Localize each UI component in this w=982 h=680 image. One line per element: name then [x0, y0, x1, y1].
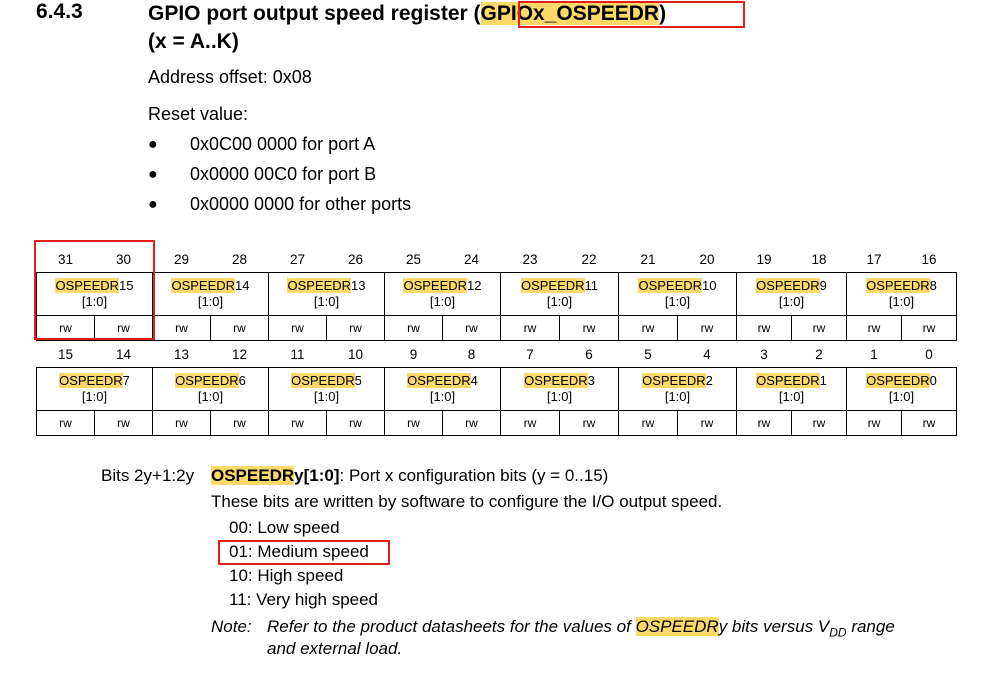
bit-number: 10 [347, 346, 364, 362]
field-index: 5 [354, 373, 362, 388]
bit-number: 21 [640, 251, 656, 267]
bit-number: 19 [756, 251, 772, 267]
access-cell: rw [847, 411, 902, 436]
access-cell: rw [678, 411, 737, 436]
bit-number: 25 [405, 251, 422, 267]
field-index: 4 [470, 373, 478, 388]
bit-number: 0 [925, 346, 933, 362]
field-index: 8 [929, 278, 937, 293]
note-line2: and external load. [267, 639, 403, 658]
speed-option: 11: Very high speed [229, 590, 379, 609]
bit-number: 8 [467, 346, 476, 362]
reset-value-item: 0x0000 0000 for other ports [190, 194, 412, 214]
register-table-lower [36, 341, 957, 436]
access-cell: rw [385, 411, 443, 436]
note-text-3: range [846, 617, 895, 636]
access-cell: rw [792, 411, 847, 436]
bit-number: 29 [173, 251, 190, 267]
register-field [37, 368, 153, 411]
field-name: OSPEEDR [287, 278, 352, 293]
field-name: OSPEEDR [756, 373, 820, 388]
bit-number: 7 [526, 346, 534, 362]
title-line2: (x = A..K) [148, 30, 239, 53]
bit-number: 2 [815, 346, 823, 362]
field-index: 12 [467, 278, 482, 293]
register-field [619, 368, 737, 411]
register-field [619, 273, 737, 316]
speed-option: 00: Low speed [229, 518, 340, 537]
access-cell: rw [95, 411, 153, 436]
register-field [385, 368, 501, 411]
bit-number: 6 [585, 346, 593, 362]
section-number: 6.4.3 [36, 0, 83, 23]
field-range: [1:0] [197, 389, 224, 404]
field-name: OSPEEDR [175, 373, 239, 388]
field-name: OSPEEDR [642, 373, 706, 388]
field-name: OSPEEDR [171, 278, 236, 293]
bit-number: 22 [581, 251, 597, 267]
field-index: 15 [119, 278, 134, 293]
note-text [267, 617, 895, 639]
bit-number: 26 [347, 251, 364, 267]
access-cell: rw [269, 411, 327, 436]
register-table-upper [36, 246, 957, 341]
field-index: 11 [584, 278, 599, 293]
bit-number: 24 [463, 251, 480, 267]
reset-value-item: 0x0000 00C0 for port B [190, 164, 377, 184]
speed-option: 01: Medium speed [229, 542, 369, 561]
bit-number: 31 [57, 251, 74, 267]
bit-number: 3 [760, 346, 768, 362]
field-range: [1:0] [888, 389, 915, 404]
access-cell: rw [560, 316, 619, 341]
field-heading-name: OSPEEDR [211, 466, 295, 485]
field-name: OSPEEDR [407, 373, 471, 388]
field-name: OSPEEDR [756, 278, 820, 293]
field-name: OSPEEDR [59, 373, 123, 388]
bit-number: 16 [921, 251, 937, 267]
field-range: [1:0] [197, 294, 224, 309]
field-index: 2 [705, 373, 713, 388]
field-range: [1:0] [81, 389, 108, 404]
bit-number: 5 [644, 346, 652, 362]
register-field [501, 368, 619, 411]
access-cell: rw [327, 316, 385, 341]
access-cell: rw [902, 316, 957, 341]
field-index: 9 [819, 278, 827, 293]
field-index: 10 [702, 278, 717, 293]
access-cell: rw [678, 316, 737, 341]
access-cell: rw [327, 411, 385, 436]
speed-option: 10: High speed [229, 566, 344, 585]
title-paren-close: ) [659, 2, 667, 25]
bit-number: 1 [870, 346, 878, 362]
bit-number: 20 [699, 251, 715, 267]
access-cell: rw [737, 411, 792, 436]
register-field [153, 273, 269, 316]
reset-value-item: 0x0C00 0000 for port A [190, 134, 376, 154]
title-paren-open: ( [473, 2, 481, 25]
register-field [737, 368, 847, 411]
register-field [737, 273, 847, 316]
field-heading-suffix: y[1:0] [294, 466, 340, 485]
register-field [847, 273, 957, 316]
access-cell: rw [269, 316, 327, 341]
field-name: OSPEEDR [403, 278, 468, 293]
access-cell: rw [501, 316, 560, 341]
section-title [148, 0, 666, 56]
access-cell: rw [792, 316, 847, 341]
field-name: OSPEEDR [638, 278, 703, 293]
title-register-name: GPIOx_OSPEEDR [480, 2, 660, 25]
register-field [847, 368, 957, 411]
access-cell: rw [37, 316, 95, 341]
bit-number: 12 [231, 346, 248, 362]
register-field [501, 273, 619, 316]
access-cell: rw [737, 316, 792, 341]
address-offset: Address offset: 0x08 [148, 67, 312, 87]
field-index: 13 [351, 278, 366, 293]
bit-number: 13 [173, 346, 190, 362]
access-cell: rw [902, 411, 957, 436]
note-highlight: OSPEEDR [635, 617, 719, 636]
field-range: [1:0] [313, 294, 340, 309]
register-field [269, 273, 385, 316]
field-name: OSPEEDR [55, 278, 120, 293]
field-summary: These bits are written by software to configure the I/O output speed. [211, 492, 723, 511]
field-range: [1:0] [888, 294, 915, 309]
access-cell: rw [37, 411, 95, 436]
field-range: [1:0] [429, 389, 456, 404]
access-cell: rw [847, 316, 902, 341]
access-cell: rw [211, 411, 269, 436]
field-range: [1:0] [664, 294, 691, 309]
access-cell: rw [385, 316, 443, 341]
field-name: OSPEEDR [866, 278, 930, 293]
bit-number: 18 [811, 251, 827, 267]
access-cell: rw [211, 316, 269, 341]
note-text-1: Refer to the product datasheets for the values of [267, 617, 636, 636]
field-index: 0 [929, 373, 937, 388]
bullet-icon: ● [148, 196, 158, 213]
field-range: [1:0] [546, 389, 573, 404]
field-range: [1:0] [546, 294, 573, 309]
bullet-icon: ● [148, 166, 158, 183]
access-cell: rw [153, 316, 211, 341]
bit-number: 4 [703, 346, 711, 362]
field-range: [1:0] [778, 294, 805, 309]
register-field [269, 368, 385, 411]
field-name: OSPEEDR [520, 278, 585, 293]
access-cell: rw [619, 316, 678, 341]
bit-number: 27 [289, 251, 306, 267]
field-range: [1:0] [429, 294, 456, 309]
bit-number: 11 [290, 346, 305, 362]
field-index: 3 [587, 373, 595, 388]
bullet-icon: ● [148, 136, 158, 153]
bit-number: 17 [866, 251, 882, 267]
bit-number: 9 [409, 346, 418, 362]
bit-number: 14 [115, 346, 132, 362]
reset-value-label: Reset value: [148, 104, 249, 124]
access-cell: rw [443, 316, 501, 341]
register-field [385, 273, 501, 316]
field-index: 6 [238, 373, 246, 388]
field-name: OSPEEDR [524, 373, 588, 388]
note-subscript: DD [829, 625, 847, 640]
field-heading [211, 466, 608, 486]
field-range: [1:0] [664, 389, 691, 404]
bit-number: 28 [231, 251, 248, 267]
bits-label: Bits 2y+1:2y [101, 466, 195, 485]
field-index: 7 [122, 373, 130, 388]
field-name: OSPEEDR [291, 373, 355, 388]
note-label: Note: [211, 617, 252, 636]
field-name: OSPEEDR [866, 373, 930, 388]
access-cell: rw [153, 411, 211, 436]
field-range: [1:0] [81, 294, 108, 309]
note-text-2: y bits versus V [718, 617, 830, 636]
access-cell: rw [443, 411, 501, 436]
bit-number: 30 [115, 251, 132, 267]
access-cell: rw [560, 411, 619, 436]
field-heading-desc: : Port x configuration bits (y = 0..15) [339, 466, 609, 485]
access-cell: rw [95, 316, 153, 341]
title-prefix: GPIO port output speed register [148, 2, 474, 25]
field-index: 14 [235, 278, 250, 293]
field-range: [1:0] [778, 389, 805, 404]
access-cell: rw [619, 411, 678, 436]
bit-number: 15 [57, 346, 74, 362]
register-field [153, 368, 269, 411]
field-range: [1:0] [313, 389, 340, 404]
access-cell: rw [501, 411, 560, 436]
bit-number: 23 [522, 251, 538, 267]
register-field [37, 273, 153, 316]
field-index: 1 [819, 373, 827, 388]
